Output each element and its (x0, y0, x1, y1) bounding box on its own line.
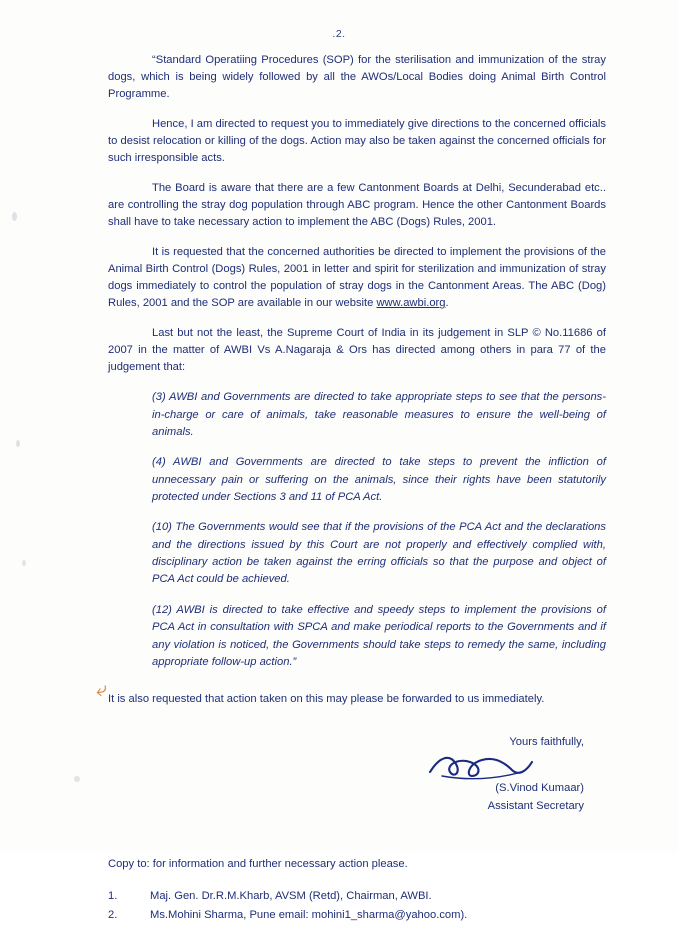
signatory-designation: Assistant Secretary (487, 799, 584, 812)
quoted-clause-4: (4) AWBI and Governments are directed to take steps to prevent the infliction of unnecessary pain or suffering on the animals, since their rights have been statutorily protected under Sections 3 and 11 of PCA Act. (152, 456, 606, 504)
paragraph-abc-rules-text: It is requested that the concerned authorities be directed to implement the provisions of the Animal Birth Control (Dogs) Rules, 2001 in letter and spirit for sterilization and immunization of stray dogs immediately to control the population of stray dogs in the Cantonment Areas. The ABC (Dog) Rules, 2001 and the SOP are available in our website (108, 246, 606, 310)
copy-to-heading: Copy to: for information and further necessary action please. (108, 857, 408, 870)
signature-block (108, 734, 606, 816)
document-body (108, 52, 606, 926)
scan-artifact (74, 776, 80, 782)
paragraph-abc-rules-request (108, 244, 606, 312)
scan-artifact (12, 212, 17, 221)
website-link[interactable]: www.awbi.org (376, 297, 446, 310)
valediction: Yours faithfully, (509, 736, 584, 749)
paragraph-supreme-court-intro: Last but not the least, the Supreme Court of India in its judgement in SLP © No.11686 of 2007 in the matter of AWBI Vs A.Nagaraja & Ors has directed among others in para 77 of the judgement that: (108, 327, 606, 374)
copy-to-list (108, 887, 606, 926)
scan-artifact (16, 440, 20, 447)
signatory-name: (S.Vinod Kumaar) (495, 782, 584, 794)
list-item-text: Maj. Gen. Dr.R.M.Kharb, AVSM (Retd), Chairman, AWBI. (150, 889, 432, 902)
paragraph-abc-rules-tail: . (445, 297, 449, 310)
list-item-number: 1. (108, 889, 118, 902)
list-item-text: Ms.Mohini Sharma, Pune email: mohini1_sharma@yahoo.com). (150, 909, 468, 922)
list-item-number: 2. (108, 909, 118, 922)
paragraph-cantonment-boards: The Board is aware that there are a few Cantonment Boards at Delhi, Secunderabad etc.. are controlling the stray dog population through ABC program. Hence the other Cantonment Boards shall have to take necessary action to implement the ABC (Dogs) Rules, 2001. (108, 182, 606, 229)
handwritten-signature-icon (108, 754, 584, 784)
paragraph-directions-request: Hence, I am directed to request you to immediately give directions to the concerned officials to desist relocation or killing of the dogs. Action may also be taken against the concerned officials for such irresponsible acts. (108, 118, 606, 165)
page-number: .2. (332, 28, 346, 40)
quoted-clause-12: (12) AWBI is directed to take effective and speedy steps to implement the provisions of PCA Act in consultation with SPCA and make periodical reports to the Governments and if any violation is noticed, the Governments should take steps to remedy the same, including appropriate follow-up action.” (152, 603, 606, 668)
paragraph-sop-quote: “Standard Operatiing Procedures (SOP) for the sterilisation and immunization of the stray dogs, which is being widely followed by all the AWOs/Local Bodies doing Animal Birth Control Programme. (108, 54, 606, 101)
scan-artifact (22, 560, 26, 566)
list-item (108, 887, 606, 907)
orange-pen-mark: ⤶ (94, 678, 109, 702)
list-item (108, 906, 606, 926)
quoted-clause-10: (10) The Governments would see that if the provisions of the PCA Act and the declarations and the directions issued by this Court are not properly and effectively complied with, disciplinary action be taken against the erring officials so that the purpose and object of PCA Act could be achieved. (152, 521, 606, 586)
quoted-clause-3: (3) AWBI and Governments are directed to take appropriate steps to see that the persons-in-charge or care of animals, take reasonable measures to ensure the well-being of animals. (152, 391, 606, 438)
closing-request-line: It is also requested that action taken on this may please be forwarded to us immediately. (108, 693, 545, 706)
